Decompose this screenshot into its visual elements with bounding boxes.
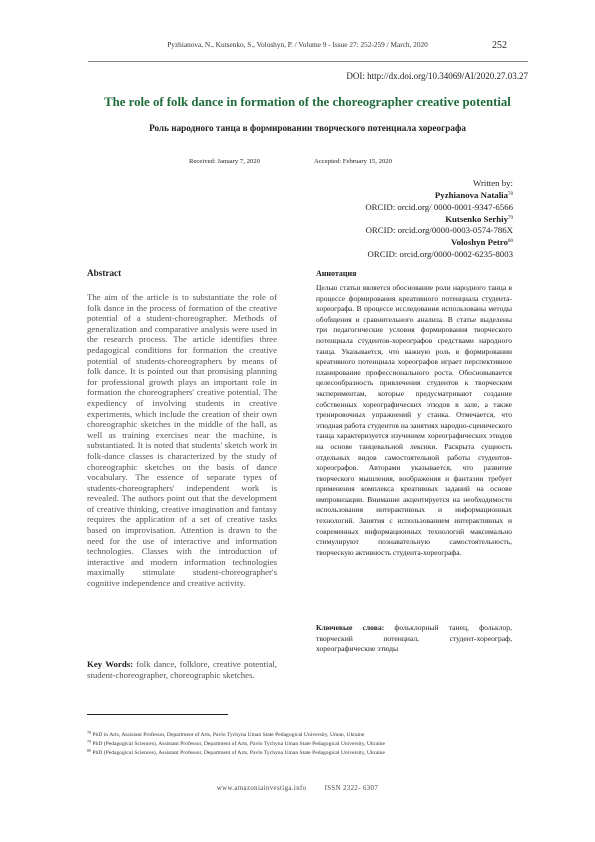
footnote [87,739,385,747]
abstract-heading: Abstract [87,268,122,278]
footnote-text: PhD (Pedagogical Sciences), Assistant Professor, Department of Arts, Pavlo Tychyna Uman State Pedagogical University, Ukraine [92,750,385,756]
website-link[interactable]: www.amazoniainvestiga.info [216,785,307,792]
keywords-label: Key Words: [87,659,134,669]
author-name-text: Voloshyn Petro [451,237,508,248]
accepted-date: Accepted: February 15, 2020 [314,158,392,165]
author-name [250,236,513,248]
annotation-text: Целью статьи является обоснование роли народного танца в процессе формирования креативного потенциала студента-хореографа. В процессе исследования использованы методы обобщения и сравнительного анализа. В статье выделены три педагогические условия формирования творческого потенциала студентов-хореографов средствами народного танца. Указывается, что важную роль в формировании креативного потенциала хореографов играет перспективное планирование профессионального роста. Обосновывается целесообразность привлечения студентов к творческим экспериментам, которые предусматривают создание собственных хореографических этюдов в зале, а также тренировочных упражнений у станка. Отмечается, что этюдная работа студентов на занятиях народно-сценического танца характеризуется изучением хореографических этюдов на основе танцевальной лексики. Раскрыта сущность отдельных видов самостоятельной работы студентов-хореографов. Авторами указывается, что развитие творческого мышления, воображения и фантазии требует применения комплекса креативных заданий на основе импровизации. Внимание акцентируется на необходимости использования интерактивных и информационных технологий. Занятия с использованием интерактивных и современных информационных технологий максимально стимулируют познавательную самостоятельность, творческую активность студента-хореографа. [316,283,512,557]
running-header: Pyzhianova, N., Kutsenko, S., Voloshyn, P. / Volume 9 - Issue 27: 252-259 / March, 2020 [167,40,428,49]
footnote-marker: 78 [87,730,91,735]
issn-label: ISSN 2322- 6307 [324,785,379,792]
author-block [250,178,513,260]
doi-link[interactable]: DOI: http://dx.doi.org/10.34069/AI/2020.27.03.27 [346,71,528,81]
footnote-marker: 80 [87,748,91,753]
author-name-text: Pyzhianova Natalia [434,190,508,201]
annotation-heading: Аннотация [316,269,357,278]
keywords-russian [316,623,512,655]
keywords-english [87,659,277,681]
written-by-label: Written by: [473,178,513,188]
footnote-text: PhD in Arts, Assistant Professor, Department of Arts, Pavlo Tychyna Uman State Pedagogical University, Uman, Ukraine [92,732,365,738]
footnote-marker[interactable]: 78 [508,192,513,198]
footnote [87,748,385,756]
author-orcid[interactable]: ORCID: orcid.org/0000-0003-0574-786X [365,225,513,236]
keywords-label-ru: Ключевые слова: [316,623,385,632]
article-subtitle-russian: Роль народного танца в формировании творческого потенциала хореографа [149,123,466,133]
footnote-marker: 79 [87,739,91,744]
footnote [87,730,364,738]
page-footer [0,785,595,792]
header-rule [88,61,528,62]
keywords-list-ru: фольклорный танец, фольклор, творческий потенциал, студент-хореограф, хореографические этюды [316,623,512,654]
author-orcid[interactable]: ORCID: orcid.org/0000-0002-6235-8003 [367,248,513,259]
article-title: The role of folk dance in formation of the choreographer creative potential [104,95,511,109]
author-name [250,189,513,201]
author-name-text: Kutsenko Serhiy [445,213,508,224]
received-date: Received: January 7, 2020 [189,158,260,165]
footnote-marker[interactable]: 80 [508,239,513,245]
author-name [250,213,513,225]
author-orcid[interactable]: ORCID: orcid.org/ 0000-0001-9347-6566 [365,201,513,212]
footnote-marker[interactable]: 79 [508,215,513,221]
footnote-text: PhD (Pedagogical Sciences), Assistant Professor, Department of Arts, Pavlo Tychyna Uman State Pedagogical University, Ukraine [92,741,385,747]
page-number: 252 [492,40,507,51]
keywords-list: folk dance, folklore, creative potential, student-choreographer, choreographic sketches. [87,659,277,680]
abstract-text: The aim of the article is to substantiate the role of folk dance in the process of formation of the creative potential of a student-choreographer. Methods of generalization and comparative analysis were used in the research process. The article identifies three pedagogical conditions for formation the creative potential of students-choreographers by means of folk dance. It is pointed out that promising planning for professional growth plays an important role in formation the choreographers' creative potential. The expediency of involving students in creative experiments, which include the creation of their own choreographic sketches in the middle of the hall, as well as training exercises near the machine, is substantiated. It is noted that students' sketch work in folk-dance classes is characterized by the study of choreographic sketches on the basis of dance vocabulary. The essence of separate types of students-choreographers' independent work is revealed. The authors point out that the development of creative thinking, creative imagination and fantasy requires the application of a set of creative tasks based on improvisation. Attention is drawn to the need for the use of interactive and information technologies. Classes with the introduction of interactive and modern information technologies maximally stimulate student-choreographer's cognitive independence and creative activity. [87,292,277,589]
footnote-rule [87,714,228,715]
